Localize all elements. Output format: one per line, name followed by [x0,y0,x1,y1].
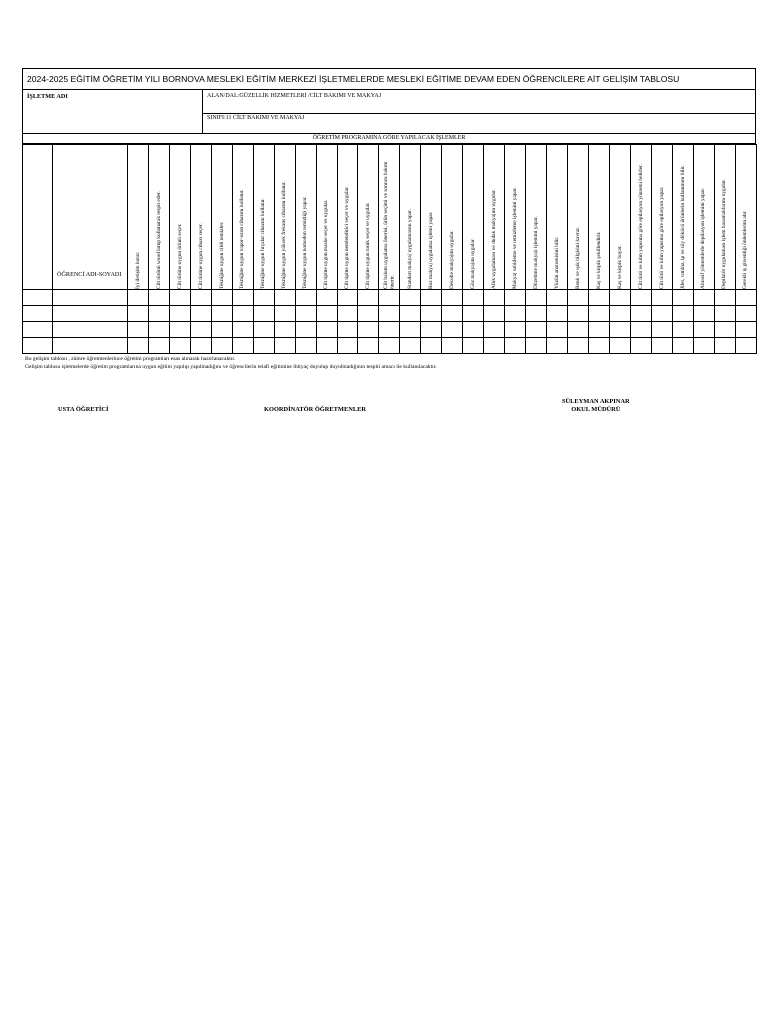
skill-mark-cell[interactable] [358,322,379,338]
skill-mark-cell[interactable] [484,306,505,322]
skill-mark-cell[interactable] [379,322,400,338]
skill-mark-cell[interactable] [337,290,358,306]
development-form [22,68,756,354]
student-row [23,322,757,338]
skill-mark-cell[interactable] [735,322,756,338]
skill-mark-cell[interactable] [232,338,253,354]
skill-column-label: Depilatör uygulaması işlem basamaklarını uygular. [721,178,728,289]
skill-mark-cell[interactable] [148,306,169,322]
skill-mark-cell[interactable] [693,338,714,354]
principal-signature [562,398,630,414]
skill-mark-cell[interactable] [211,322,232,338]
skill-mark-cell[interactable] [190,322,211,338]
skill-column-label: Abrasif yöntemlerle depilasyon işlemini yapar. [700,187,707,289]
note-line-1: Bu gelişim tablosu , zümre öğretmenlerince öğretim programları esas alınarak hazırlanacaktır. [25,356,236,362]
skill-column-header [568,145,589,290]
skill-mark-cell[interactable] [442,338,463,354]
skill-mark-cell[interactable] [400,322,421,338]
student-name-cell[interactable] [53,338,128,354]
skill-mark-cell[interactable] [400,306,421,322]
skill-mark-cell[interactable] [274,306,295,322]
skill-column-label: Düzeltme makyajı işlemini yapar. [532,216,539,289]
student-name-cell[interactable] [53,306,128,322]
field-class-block [203,90,755,133]
business-name-label: İŞLETME ADI [23,90,203,133]
row-index-cell [23,290,53,306]
skill-column-label: Cilt türüne uygun ürünü seçer. [176,223,183,289]
skill-column-header [253,145,274,290]
skill-mark-cell[interactable] [609,322,630,338]
student-name-header: ÖĞRENCİ ADI-SOYADI [53,145,128,290]
skill-mark-cell[interactable] [505,290,526,306]
skill-mark-cell[interactable] [190,338,211,354]
skill-mark-cell[interactable] [505,322,526,338]
skill-mark-cell[interactable] [337,322,358,338]
skill-mark-cell[interactable] [547,322,568,338]
skill-column-label: Dekolte makyajını uygular. [449,230,456,289]
skill-mark-cell[interactable] [190,306,211,322]
skill-mark-cell[interactable] [609,338,630,354]
skill-mark-cell[interactable] [442,306,463,322]
skill-mark-cell[interactable] [400,290,421,306]
skill-mark-cell[interactable] [588,290,609,306]
skill-mark-cell[interactable] [547,306,568,322]
skill-mark-cell[interactable] [714,306,735,322]
skill-mark-cell[interactable] [693,322,714,338]
skill-column-header [735,145,756,290]
skill-mark-cell[interactable] [211,338,232,354]
skill-column-header [484,145,505,290]
skill-column-header [211,145,232,290]
skill-column-label: Cilt türü ve kılın yapısına göre epilasyon yapar. [658,186,665,289]
skill-mark-cell[interactable] [358,306,379,322]
skill-mark-cell[interactable] [316,322,337,338]
skill-mark-cell[interactable] [672,338,693,354]
principal-name: SÜLEYMAN AKPINAR [562,398,630,405]
skill-column-label: Tekniğine uygun komedon temizliği yapar. [302,196,309,289]
skill-column-header [379,145,400,290]
skill-mark-cell[interactable] [651,322,672,338]
skill-mark-cell[interactable] [442,290,463,306]
skill-column-header [169,145,190,290]
skill-mark-cell[interactable] [253,322,274,338]
skill-mark-cell[interactable] [128,322,149,338]
skill-mark-cell[interactable] [526,338,547,354]
skill-mark-cell[interactable] [442,322,463,338]
skill-column-header [400,145,421,290]
skill-column-header [274,145,295,290]
skill-mark-cell[interactable] [421,290,442,306]
skill-mark-cell[interactable] [253,338,274,354]
skill-mark-cell[interactable] [693,290,714,306]
skill-mark-cell[interactable] [358,338,379,354]
field-branch-label: ALAN/DAL:GÜZELLİK HİZMETLERİ /CİLT BAKIMI VE MAKYAJ [203,90,755,114]
skill-mark-cell[interactable] [421,306,442,322]
skill-mark-cell[interactable] [128,338,149,354]
skill-mark-cell[interactable] [337,306,358,322]
note-line-2: Gelişim tablosu işletmelerde öğretim programlarına uygun eğitim yapılıp yapılmadığını ve öğrencilerin telafi eğitimine ihtiyaç duyulup duyulmadığının tespiti amacı ile kullanılacaktır. [25,364,437,370]
skill-mark-cell[interactable] [630,290,651,306]
skill-mark-cell[interactable] [316,290,337,306]
skill-column-label: İyi iletişim kurar. [134,251,141,289]
skill-mark-cell[interactable] [484,322,505,338]
skill-column-header [588,145,609,290]
student-row [23,290,757,306]
table-header-row [23,145,757,290]
skill-mark-cell[interactable] [274,338,295,354]
skill-column-label: Cilt türü ve kılın yapısına göre epilasyon yöntemi belirler. [637,163,644,289]
skill-column-label: Makyaj sabitleme ve temizleme işlemini yapar. [511,187,518,289]
skill-mark-cell[interactable] [547,338,568,354]
row-index-cell [23,322,53,338]
student-name-cell[interactable] [53,290,128,306]
skill-mark-cell[interactable] [651,338,672,354]
skill-mark-cell[interactable] [211,306,232,322]
skill-mark-cell[interactable] [735,290,756,306]
skill-column-header [421,145,442,290]
master-trainer-signature: USTA ÖĞRETİCİ [58,406,109,413]
skill-column-label: Tekniğine uygun vapor-ozon cihazını kullanır. [239,189,246,289]
skill-mark-cell[interactable] [588,338,609,354]
skill-column-label: Tekniğine uygun cildi temizler. [218,221,225,289]
skill-mark-cell[interactable] [505,306,526,322]
skill-mark-cell[interactable] [148,338,169,354]
skill-mark-cell[interactable] [358,290,379,306]
skills-table [22,144,757,354]
skill-column-header [609,145,630,290]
skill-mark-cell[interactable] [295,338,316,354]
skill-mark-cell[interactable] [735,338,756,354]
skill-mark-cell[interactable] [463,322,484,338]
skill-mark-cell[interactable] [609,306,630,322]
skill-mark-cell[interactable] [232,322,253,338]
skill-column-label: Cilt bakım uygulama önerisi, ürün seçimi ve sonrası bakım önerir. [382,161,396,289]
skill-column-header [630,145,651,290]
skill-column-label: Tekniğine uygun yüksek frekans cihazını kullanır. [281,181,288,289]
skill-mark-cell[interactable] [672,290,693,306]
skill-mark-cell[interactable] [735,306,756,322]
skill-mark-cell[interactable] [672,306,693,322]
skill-mark-cell[interactable] [463,306,484,322]
skill-column-label: Göz makyajını uygular. [469,238,476,289]
coordinator-signature: KOORDİNATÖR ÖĞRETMENLER [264,406,366,413]
skill-mark-cell[interactable] [463,338,484,354]
skill-mark-cell[interactable] [651,306,672,322]
skill-mark-cell[interactable] [295,322,316,338]
class-label: SINIFI:11 CİLT BAKIMI VE MAKYAJ [207,115,305,121]
skill-column-label: Jilet, cımbız, ip ve tüy dökücü ürünlerin kullanımını bilir. [679,165,686,289]
skill-column-label: Cilt tipine uygun maske seçer ve uygular. [323,199,330,289]
skill-mark-cell[interactable] [714,290,735,306]
skill-column-label: Cilt tipine uygun tonik seçer ve uygular. [365,202,372,289]
skill-column-header [358,145,379,290]
skill-mark-cell[interactable] [484,290,505,306]
skill-column-header [232,145,253,290]
skill-mark-cell[interactable] [190,290,211,306]
skill-column-label: Cilt türünü wood lamp kullanarak tespit eder. [155,191,162,289]
skill-column-header [337,145,358,290]
skill-mark-cell[interactable] [169,290,190,306]
row-index-cell [23,338,53,354]
skill-mark-cell[interactable] [316,306,337,322]
skill-mark-cell[interactable] [630,322,651,338]
skill-mark-cell[interactable] [169,306,190,322]
skill-mark-cell[interactable] [588,306,609,322]
skill-column-label: Tekniğine uygun fırçalar cihazını kullanır. [260,198,267,289]
skill-mark-cell[interactable] [379,290,400,306]
skill-column-header [714,145,735,290]
skill-mark-cell[interactable] [128,306,149,322]
row-index-header [23,145,53,290]
skill-mark-cell[interactable] [568,290,589,306]
skill-mark-cell[interactable] [630,338,651,354]
skill-mark-cell[interactable] [484,338,505,354]
skill-mark-cell[interactable] [232,290,253,306]
skill-mark-cell[interactable] [295,306,316,322]
skill-mark-cell[interactable] [253,306,274,322]
skill-mark-cell[interactable] [547,290,568,306]
info-block [22,90,756,134]
skill-mark-cell[interactable] [526,322,547,338]
student-name-cell[interactable] [53,322,128,338]
skill-column-label: Boz makyaj uygulama işlemi yapar. [428,211,435,289]
section-header: ÖĞRETİM PROGRAMINA GÖRE YAPILACAK İŞLEMLER [22,134,756,144]
skill-mark-cell[interactable] [714,338,735,354]
skill-mark-cell[interactable] [421,322,442,338]
form-title: 2024-2025 EĞİTİM ÖĞRETİM YILI BORNOVA MESLEKİ EĞİTİM MERKEZİ İŞLETMELERDE MESLEKİ EĞİTİME DEVAM EDEN ÖĞRENCİLERE AİT GELİŞİM TABLOSU [22,68,756,90]
skill-column-header [442,145,463,290]
skill-column-label: Kaş ve kirpik şekillendirir. [595,231,602,289]
skill-mark-cell[interactable] [274,322,295,338]
skill-column-label: Allık uygulaması ve dudak makyajını uygular. [490,188,497,289]
skill-column-header [128,145,149,290]
skill-column-header [148,145,169,290]
skill-mark-cell[interactable] [526,306,547,322]
skill-column-header [651,145,672,290]
skill-mark-cell[interactable] [232,306,253,322]
skill-mark-cell[interactable] [211,290,232,306]
row-index-cell [23,306,53,322]
principal-title: OKUL MÜDÜRÜ [571,406,621,413]
skill-mark-cell[interactable] [337,338,358,354]
skill-mark-cell[interactable] [630,306,651,322]
skill-column-label: Cilt türüne uygun cihazı seçer. [197,223,204,289]
skill-mark-cell[interactable] [588,322,609,338]
skill-column-header [190,145,211,290]
skill-column-header [547,145,568,290]
skill-mark-cell[interactable] [148,290,169,306]
skill-mark-cell[interactable] [295,290,316,306]
skill-column-header [505,145,526,290]
skill-mark-cell[interactable] [568,322,589,338]
skill-column-label: Gerekli iş güvenliği önlemlerini alır. [742,210,749,289]
skill-column-label: Cilt tipine uygun nemlendirici seçer ve uygular. [344,186,351,289]
skill-column-label: Kaş ve kirpik boyar. [616,245,623,289]
skill-mark-cell[interactable] [609,290,630,306]
skill-column-header [316,145,337,290]
skill-mark-cell[interactable] [568,306,589,322]
skill-column-label: Renk ve ışık bilgisini kavrar. [574,226,581,289]
skill-mark-cell[interactable] [568,338,589,354]
skill-mark-cell[interactable] [714,322,735,338]
skill-column-label: Yüzün anatomisini bilir. [553,236,560,289]
skill-mark-cell[interactable] [274,290,295,306]
skill-mark-cell[interactable] [463,290,484,306]
skill-mark-cell[interactable] [400,338,421,354]
skill-mark-cell[interactable] [379,338,400,354]
skill-mark-cell[interactable] [672,322,693,338]
skill-column-header [672,145,693,290]
skill-column-header [693,145,714,290]
skill-column-header [526,145,547,290]
skill-mark-cell[interactable] [128,290,149,306]
skill-column-label: Standart makyaj uygulamasını yapar. [407,209,414,289]
student-row [23,338,757,354]
skill-mark-cell[interactable] [526,290,547,306]
skill-mark-cell[interactable] [651,290,672,306]
skill-mark-cell[interactable] [421,338,442,354]
skill-mark-cell[interactable] [169,322,190,338]
skill-mark-cell[interactable] [379,306,400,322]
skill-mark-cell[interactable] [505,338,526,354]
skill-mark-cell[interactable] [693,306,714,322]
skill-mark-cell[interactable] [316,338,337,354]
skill-column-header [295,145,316,290]
skill-mark-cell[interactable] [253,290,274,306]
skill-mark-cell[interactable] [169,338,190,354]
skill-mark-cell[interactable] [148,322,169,338]
skill-column-header [463,145,484,290]
student-row [23,306,757,322]
